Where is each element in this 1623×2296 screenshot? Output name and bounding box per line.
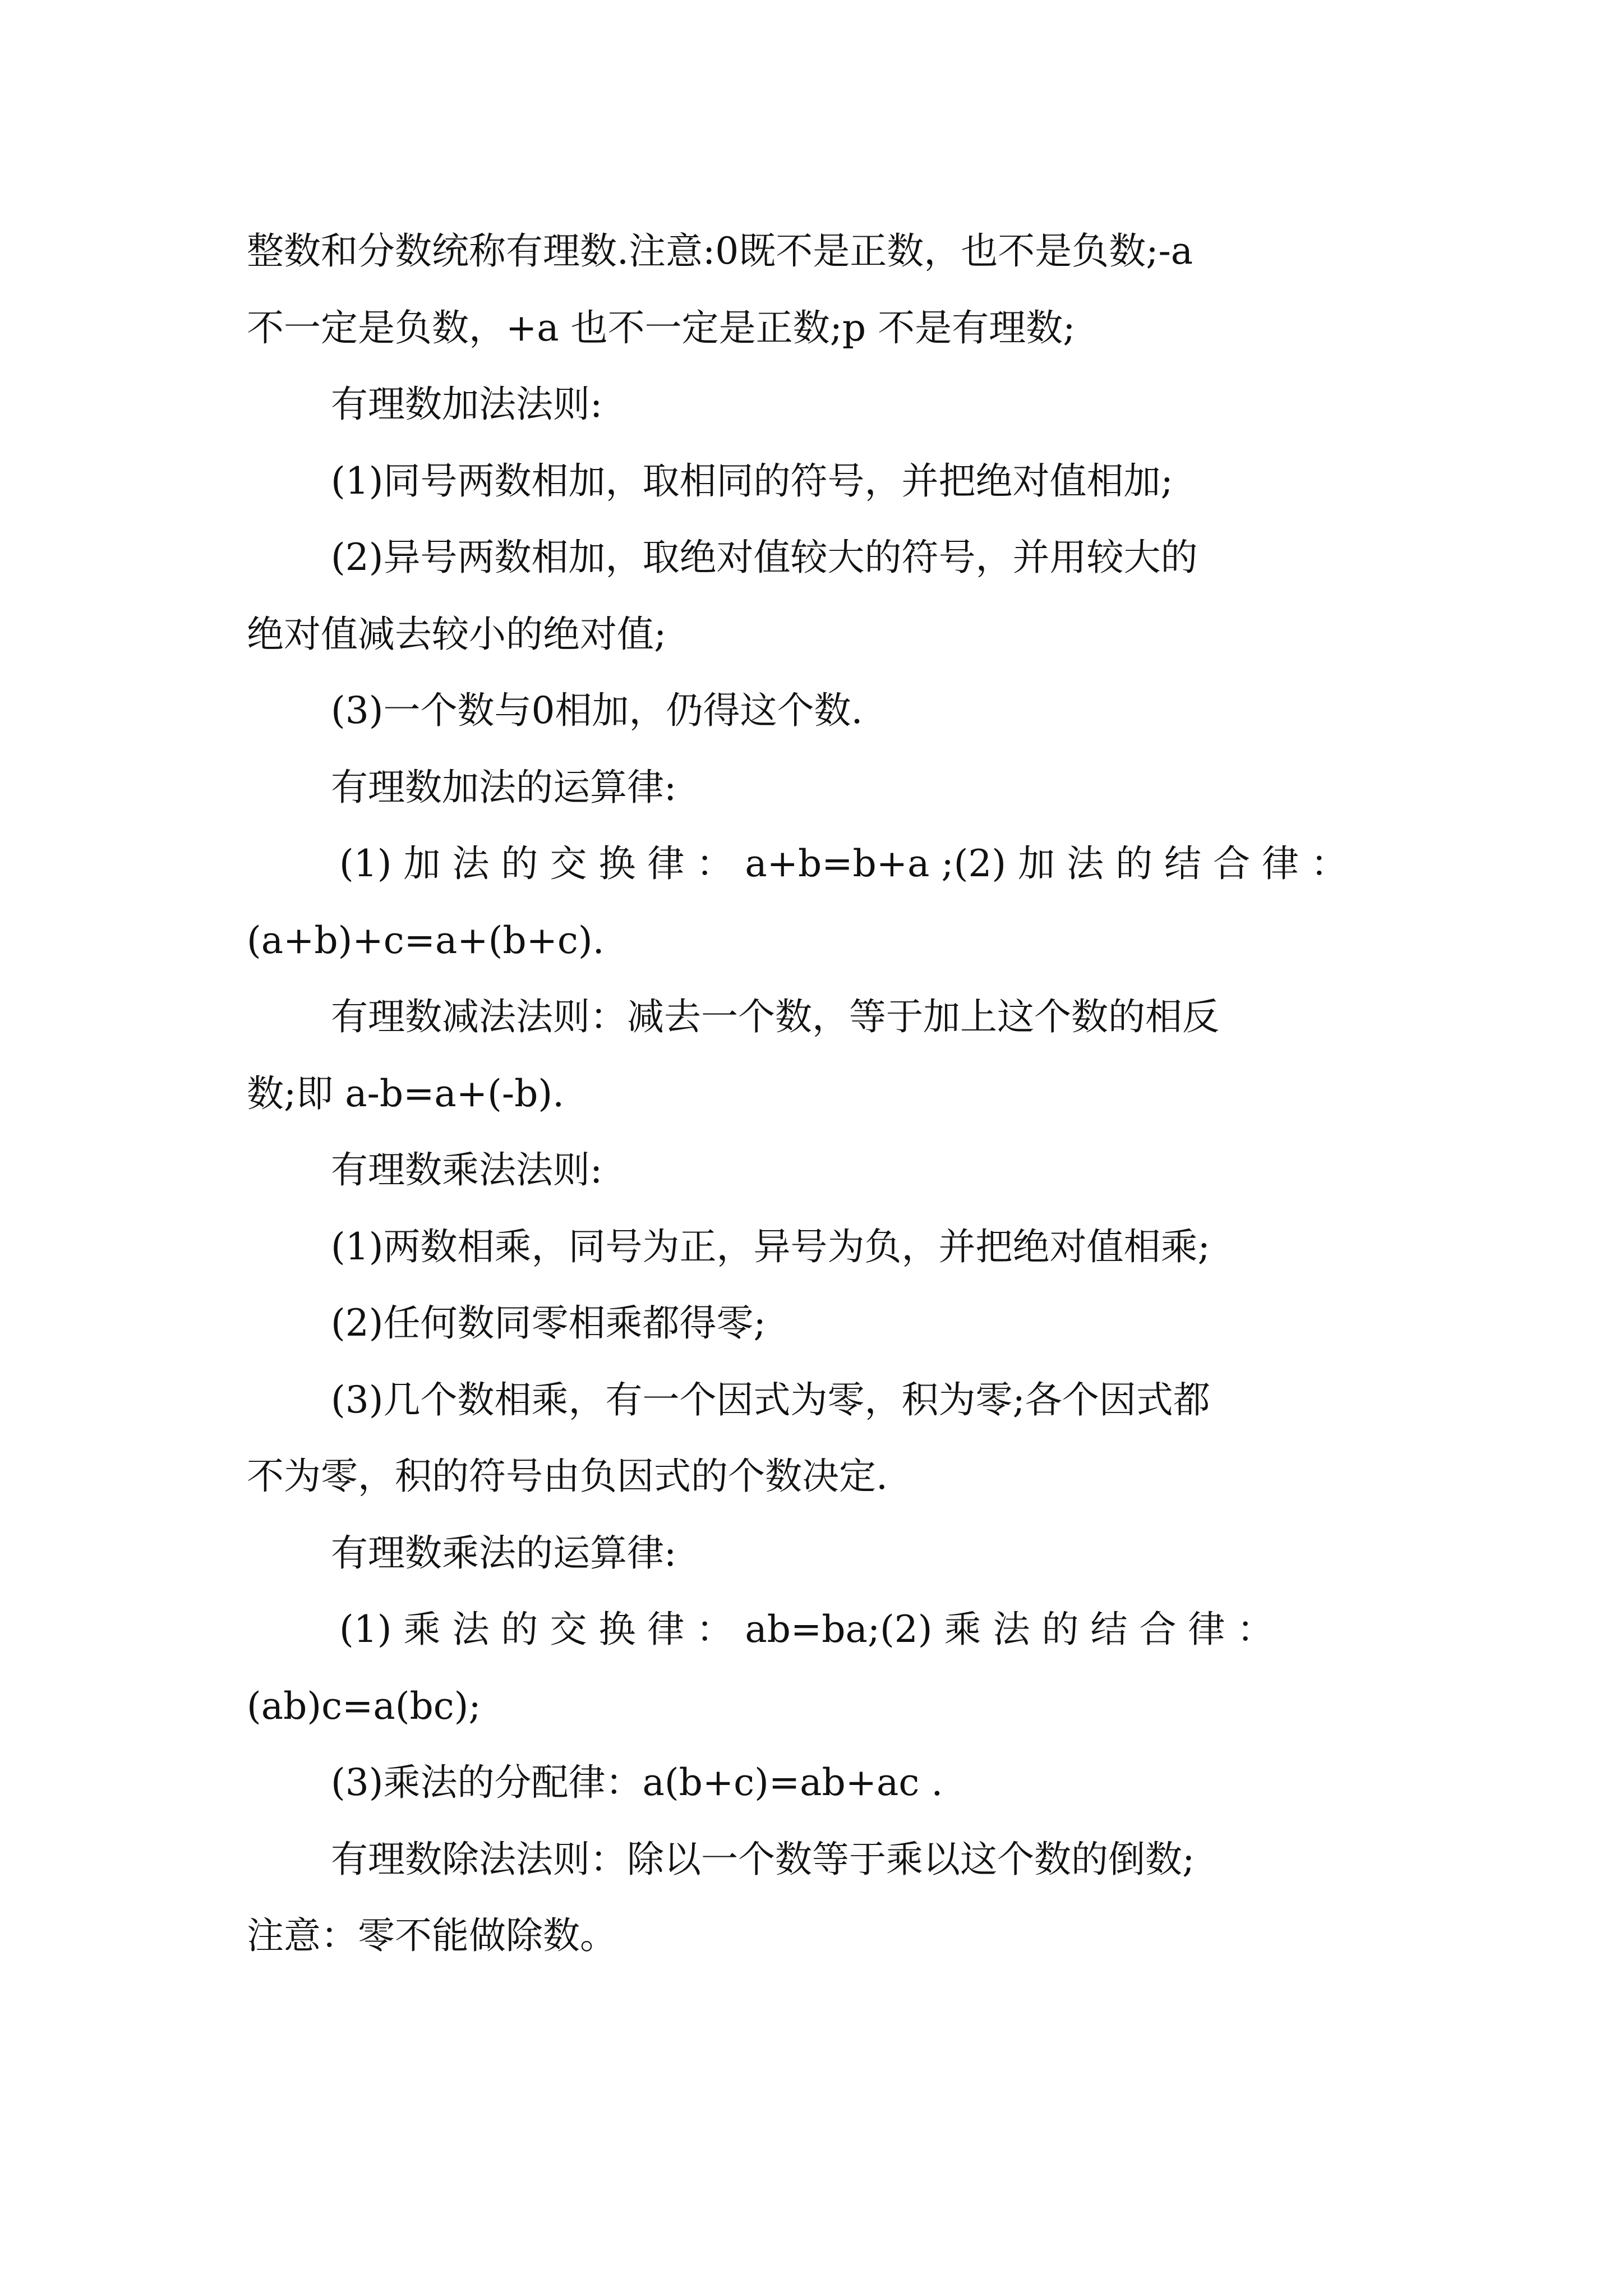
- text-line: 注意：零不能做除数。: [247, 1914, 617, 1957]
- text-line: 数;即 a-b=a+(-b).: [247, 1071, 565, 1115]
- text-line: (ab)c=a(bc);: [247, 1684, 481, 1728]
- text-line: (2)异号两数相加，取绝对值较大的符号，并用较大的: [331, 536, 1198, 579]
- document-body: [247, 213, 1385, 1975]
- text-line: (2)任何数同零相乘都得零;: [331, 1301, 766, 1345]
- section-heading: 有理数乘法的运算律:: [331, 1531, 677, 1575]
- text-line: (1) 加 法 的 交 换 律 ： a+b=b+a ;(2) 加 法 的 结 合 律 ：: [339, 842, 1348, 885]
- text-line: 绝对值减去较小的绝对值;: [247, 612, 667, 656]
- text-line: 不为零，积的符号由负因式的个数决定.: [247, 1455, 888, 1498]
- text-line: (3)乘法的分配律：a(b+c)=ab+ac .: [331, 1761, 943, 1804]
- text-line: (1)同号两数相加，取相同的符号，并把绝对值相加;: [331, 459, 1173, 503]
- text-line: (1) 乘 法 的 交 换 律 ： ab=ba;(2) 乘 法 的 结 合 律 ：: [339, 1608, 1274, 1651]
- text-line: 有理数除法法则：除以一个数等于乘以这个数的倒数;: [331, 1837, 1195, 1881]
- text-line: 不一定是负数，+a 也不一定是正数;p 不是有理数;: [247, 306, 1076, 349]
- text-line: 有理数减法法则：减去一个数，等于加上这个数的相反: [331, 995, 1219, 1038]
- text-line: 整数和分数统称有理数.注意:0既不是正数，也不是负数;-a: [247, 229, 1193, 273]
- text-line: (a+b)+c=a+(b+c).: [247, 918, 605, 962]
- section-heading: 有理数加法的运算律:: [331, 765, 677, 809]
- text-line: (3)一个数与0相加，仍得这个数.: [331, 689, 863, 732]
- section-heading: 有理数加法法则:: [331, 383, 603, 426]
- text-line: (3)几个数相乘，有一个因式为零，积为零;各个因式都: [331, 1378, 1210, 1421]
- section-heading: 有理数乘法法则:: [331, 1148, 603, 1191]
- text-line: (1)两数相乘，同号为正，异号为负，并把绝对值相乘;: [331, 1225, 1210, 1268]
